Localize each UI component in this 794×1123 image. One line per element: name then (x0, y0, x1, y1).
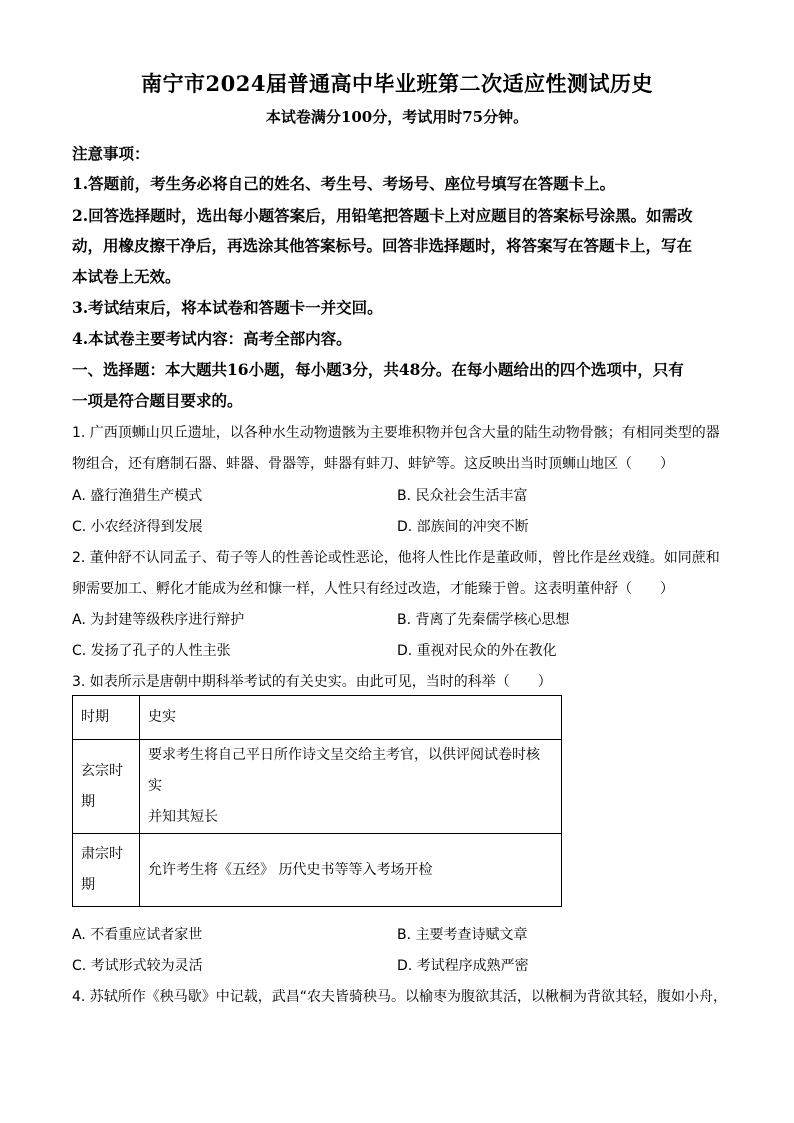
section-1-line-2: 一项是符合题目要求的。 (72, 391, 243, 410)
table-cell-facts: 要求考生将自己平日所作诗文呈交给主考官，以供评阅试卷时核实 并知其短长 (140, 740, 562, 834)
table-cell-facts: 允许考生将《五经》 历代史书等等入考场开检 (140, 834, 562, 907)
table-row (73, 740, 562, 834)
q2-option-a: A. 为封建等级秩序进行辩护 (72, 612, 245, 628)
q3-option-a: A. 不看重应试者家世 (72, 927, 203, 943)
table-header-period: 时期 (73, 696, 140, 740)
note-2-line-1: 2.回答选择题时，选出每小题答案后，用铅笔把答题卡上对应题目的答案标号涂黑。如需改 (72, 206, 693, 225)
q3-option-b: B. 主要考查诗赋文章 (397, 927, 528, 943)
q2-option-b: B. 背离了先秦儒学核心思想 (397, 612, 570, 628)
note-1: 1.答题前，考生务必将自己的姓名、考生号、考场号、座位号填写在答题卡上。 (72, 174, 616, 193)
table-row (73, 696, 562, 740)
page-subtitle: 本试卷满分100分，考试用时75分钟。 (265, 108, 529, 126)
note-3: 3.考试结束后，将本试卷和答题卡一并交回。 (72, 298, 383, 317)
note-2-line-2: 动，用橡皮擦干净后，再选涂其他答案标号。回答非选择题时，将答案写在答题卡上，写在 (72, 236, 693, 255)
q3-table (72, 695, 562, 907)
page-title: 南宁市2024届普通高中毕业班第二次适应性测试历史 (141, 71, 653, 96)
q2-option-d: D. 重视对民众的外在教化 (397, 643, 557, 659)
q3-stem: 3. 如表所示是唐朝中期科举考试的有关史实。由此可见，当时的科举（ ） (72, 674, 552, 690)
q3-option-c: C. 考试形式较为灵活 (72, 958, 203, 974)
notes-heading: 注意事项： (72, 144, 150, 163)
section-1-line-1: 一、选择题：本大题共16小题，每小题3分，共48分。在每小题给出的四个选项中，只有 (72, 360, 684, 379)
note-4: 4.本试卷主要考试内容：高考全部内容。 (72, 329, 352, 348)
table-cell-period: 肃宗时 期 (73, 834, 140, 907)
q2-option-c: C. 发扬了孔子的人性主张 (72, 643, 231, 659)
note-2-line-3: 本试卷上无效。 (72, 267, 181, 286)
q1-option-b: B. 民众社会生活丰富 (397, 488, 528, 504)
q1-option-a: A. 盛行渔猎生产模式 (72, 488, 203, 504)
q1-option-c: C. 小农经济得到发展 (72, 519, 203, 535)
q2-stem-line-2: 卵需要加工、孵化才能成为丝和慷一样，人性只有经过改造，才能臻于曾。这表明董仲舒（ ） (72, 581, 674, 597)
q4-stem-line-1: 4. 苏轼所作《秧马歇》中记载，武昌“农夫皆骑秧马。以榆枣为腹欲其活，以楸桐为背欲其轻，腹如小舟， (72, 989, 728, 1005)
table-cell-period: 玄宗时 期 (73, 740, 140, 834)
table-header-facts: 史实 (140, 696, 562, 740)
table-row (73, 834, 562, 907)
q1-stem-line-1: 1. 广西顶蛳山贝丘遗址，以各种水生动物遗骸为主要堆积物并包含大量的陆生动物骨骸；有相同类型的器 (72, 425, 720, 441)
q3-option-d: D. 考试程序成熟严密 (397, 958, 529, 974)
q1-option-d: D. 部族间的冲突不断 (397, 519, 529, 535)
q1-stem-line-2: 物组合，还有磨制石器、蚌器、骨器等，蚌器有蚌刀、蚌铲等。这反映出当时顶蛳山地区（ ） (72, 456, 674, 472)
q2-stem-line-1: 2. 董仲舒不认同孟子、荀子等人的性善论或性恶论，他将人性比作是董政师，曾比作是丝戏缝。如同蔗和 (72, 550, 720, 566)
